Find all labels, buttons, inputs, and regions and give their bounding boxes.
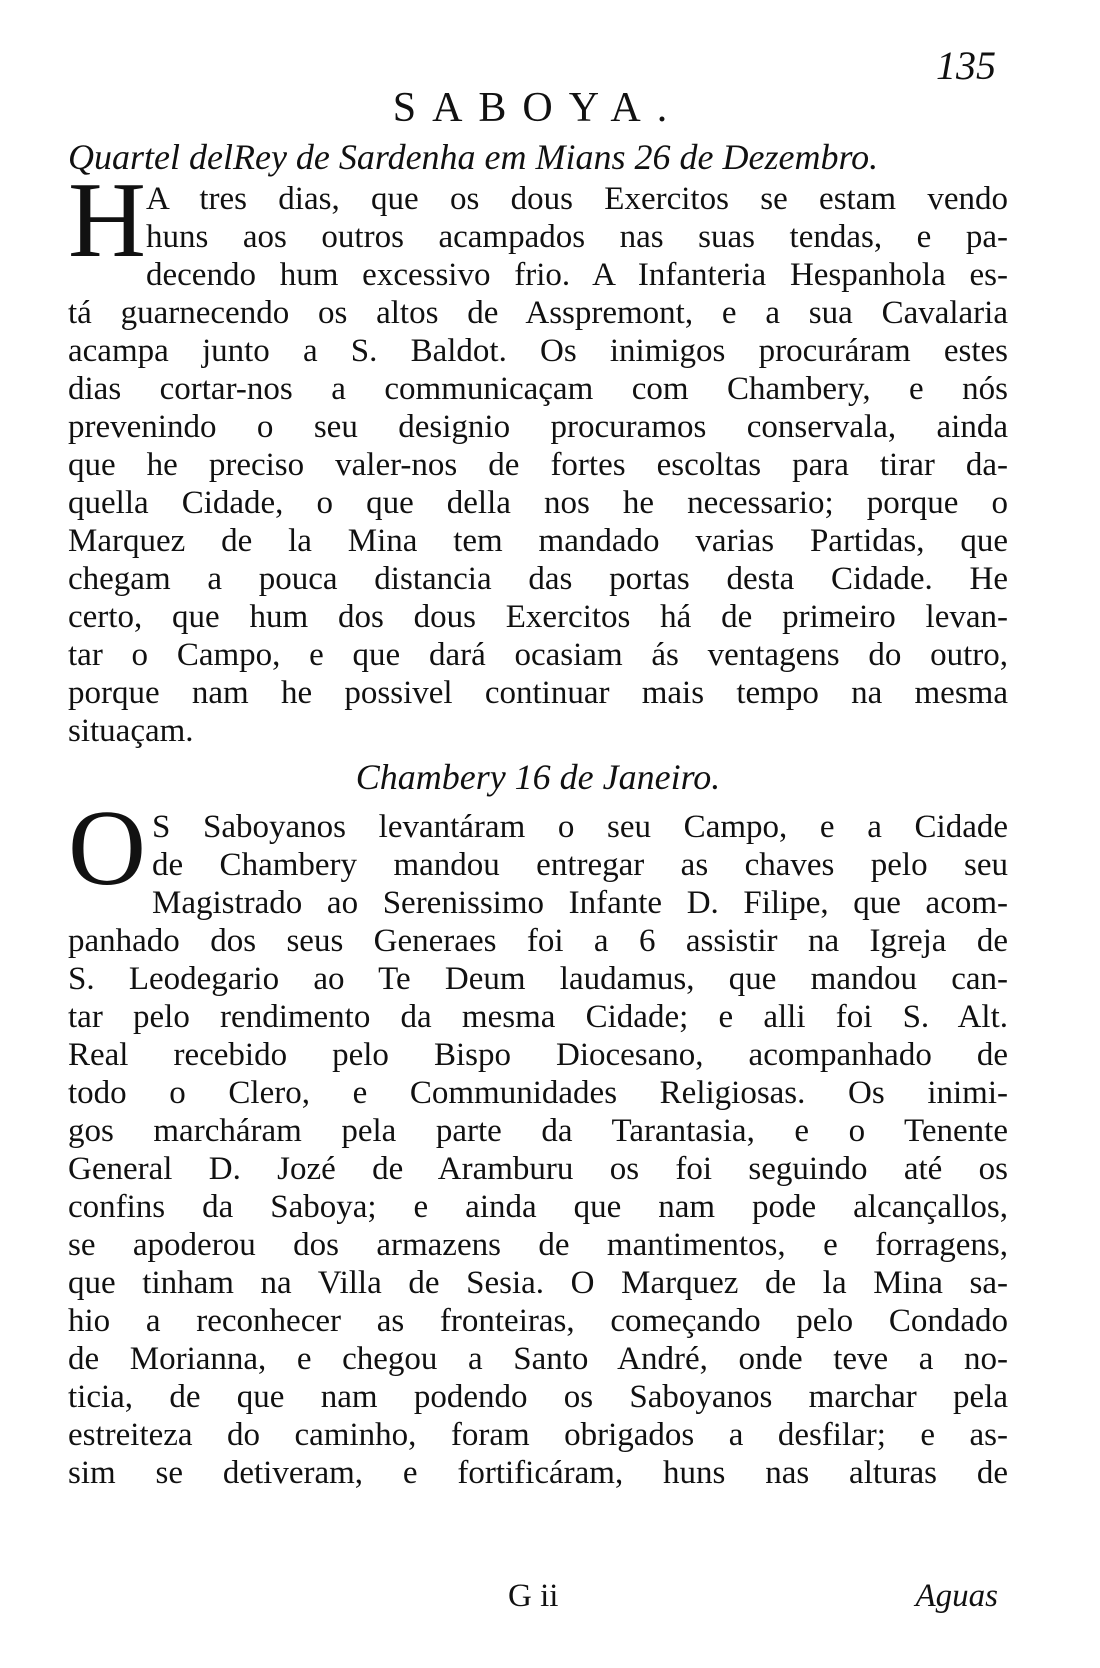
book-page: [68, 38, 1008, 1638]
dateline-chambery: Chambery 16 de Janeiro.: [355, 757, 721, 797]
text-line: decendo hum excessivo frio. A Infanteria Hespanhola es-: [146, 257, 1008, 293]
text-line: porque nam he possivel continuar mais tempo na mesma: [68, 675, 1008, 711]
text-line: situaçam.: [68, 713, 194, 749]
drop-cap-o: O: [68, 789, 146, 908]
text-line: que tinham na Villa de Sesia. O Marquez de la Mina sa-: [68, 1265, 1008, 1301]
text-line: gos marcháram pela parte da Tarantasia, e o Tenente: [68, 1113, 1008, 1149]
text-line: tá guarnecendo os altos de Asspremont, e a sua Cavalaria: [68, 295, 1008, 331]
running-head: SABOYA.: [392, 85, 684, 131]
text-line: dias cortar-nos a communicaçam com Chambery, e nós: [68, 371, 1008, 407]
text-line: acampa junto a S. Baldot. Os inimigos procuráram estes: [68, 333, 1008, 369]
text-line: General D. Jozé de Aramburu os foi seguindo até os: [68, 1151, 1008, 1187]
body-text: [68, 138, 1008, 1492]
text-line: confins da Saboya; e ainda que nam pode alcançallos,: [68, 1189, 1008, 1225]
text-line: hio a reconhecer as fronteiras, começando pelo Condado: [68, 1303, 1008, 1339]
text-line: chegam a pouca distancia das portas desta Cidade. He: [68, 561, 1008, 597]
text-line: Real recebido pelo Bispo Diocesano, acompanhado de: [68, 1037, 1008, 1073]
text-line: A tres dias, que os dous Exercitos se estam vendo: [146, 181, 1008, 217]
text-line: de Chambery mandou entregar as chaves pelo seu: [152, 847, 1008, 883]
text-line: prevenindo o seu designio procuramos conservala, ainda: [68, 409, 1008, 445]
text-line: sim se detiveram, e fortificáram, huns nas alturas de: [68, 1455, 1008, 1491]
text-line: todo o Clero, e Communidades Religiosas. Os inimi-: [68, 1075, 1008, 1111]
signature-mark: G ii: [508, 1578, 559, 1614]
text-line: S. Leodegario ao Te Deum laudamus, que mandou can-: [68, 961, 1008, 997]
text-line: de Morianna, e chegou a Santo André, onde teve a no-: [68, 1341, 1008, 1377]
text-line: huns aos outros acampados nas suas tendas, e pa-: [146, 219, 1008, 255]
text-line: se apoderou dos armazens de mantimentos, e forragens,: [68, 1227, 1008, 1263]
text-line: certo, que hum dos dous Exercitos há de primeiro levan-: [68, 599, 1008, 635]
paragraph-mians: [68, 161, 1008, 750]
page-footer: [68, 1578, 1008, 1618]
text-line: tar pelo rendimento da mesma Cidade; e alli foi S. Alt.: [68, 999, 1008, 1035]
page-number: 135: [936, 43, 996, 88]
text-line: panhado dos seus Generaes foi a 6 assistir na Igreja de: [68, 923, 1008, 959]
drop-cap-h: H: [68, 161, 146, 280]
text-line: ticia, de que nam podendo os Saboyanos marchar pela: [68, 1379, 1008, 1415]
text-line: estreiteza do caminho, foram obrigados a desfilar; e as-: [68, 1417, 1008, 1453]
dateline-mians: Quartel delRey de Sardenha em Mians 26 de Dezembro.: [68, 137, 879, 177]
paragraph-chambery: [68, 789, 1008, 1492]
text-line: Magistrado ao Serenissimo Infante D. Filipe, que acom-: [152, 885, 1008, 921]
text-line: tar o Campo, e que dará ocasiam ás ventagens do outro,: [68, 637, 1008, 673]
text-line: Marquez de la Mina tem mandado varias Partidas, que: [68, 523, 1008, 559]
text-line: S Saboyanos levantáram o seu Campo, e a Cidade: [152, 809, 1008, 845]
text-line: que he preciso valer-nos de fortes escoltas para tirar da-: [68, 447, 1008, 483]
text-line: quella Cidade, o que della nos he necessario; porque o: [68, 485, 1008, 521]
catchword: Aguas: [915, 1578, 998, 1614]
